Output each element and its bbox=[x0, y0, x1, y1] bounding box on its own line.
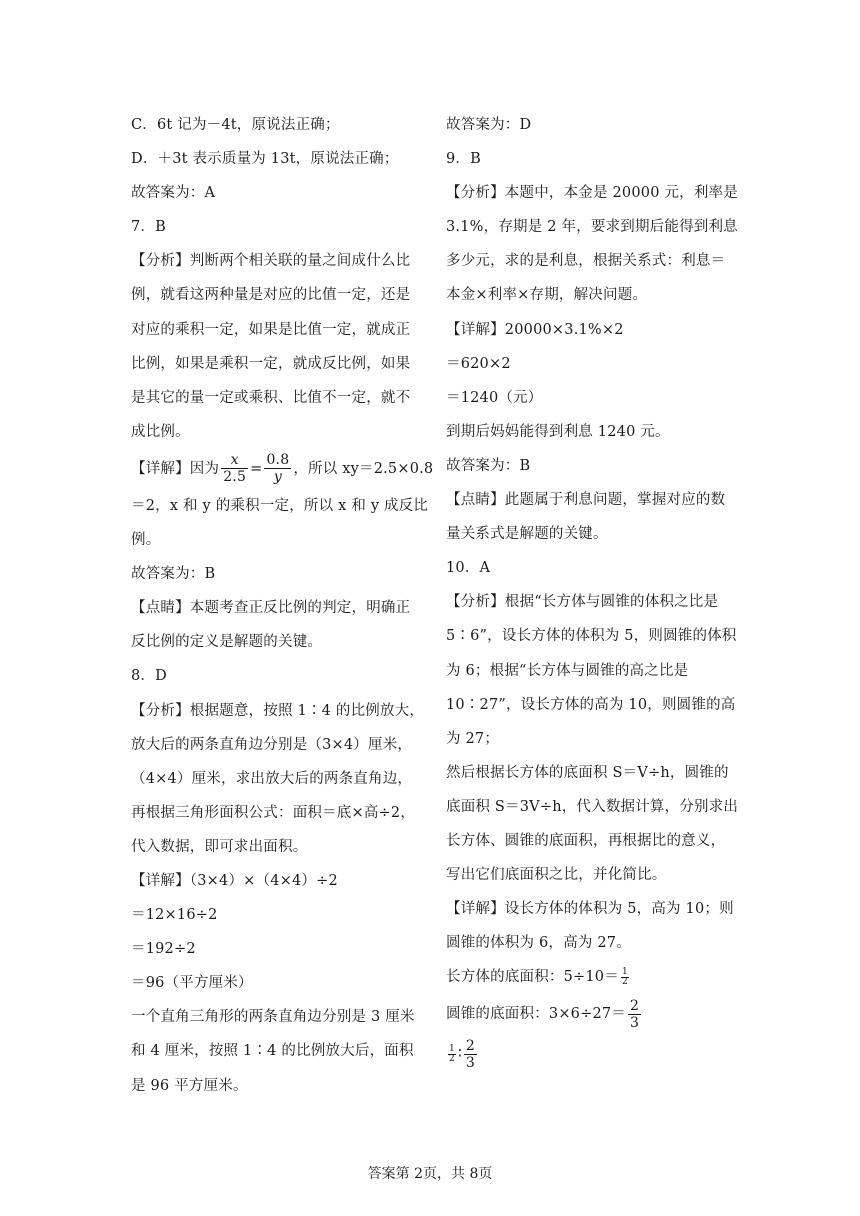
text-line: 【分析】判断两个相关联的量之间成什么比 bbox=[131, 253, 411, 270]
equals-sign: = bbox=[250, 460, 263, 477]
fraction-numerator: 2 bbox=[465, 1037, 476, 1054]
text-line: ＝2，x 和 y 的乘积一定，所以 x 和 y 成反比 bbox=[131, 497, 429, 514]
fraction-denominator: 2.5 bbox=[223, 469, 247, 486]
text-line: 量关系式是解题的关键。 bbox=[446, 526, 608, 543]
text-line: 反比例的定义是解题的关键。 bbox=[131, 634, 323, 651]
fraction-x-over-2-5 bbox=[221, 453, 248, 484]
text-line: D．＋3t 表示质量为 13t，原说法正确； bbox=[131, 151, 399, 168]
text-line: 放大后的两条直角边分别是（3×4）厘米， bbox=[131, 736, 413, 753]
text-line: 【点睛】此题属于利息问题，掌握对应的数 bbox=[446, 492, 726, 509]
text-line: 例，就看这两种量是对应的比值一定，还是 bbox=[131, 287, 411, 304]
text-line: 本金×利率×存期，解决问题。 bbox=[446, 287, 648, 304]
text-line: 【分析】根据题意，按照 1∶4 的比例放大， bbox=[131, 702, 425, 719]
text-line: 【点睛】本题考查正反比例的判定，明确正 bbox=[131, 600, 411, 617]
fraction-denominator: 3 bbox=[630, 1014, 640, 1031]
text-line: 圆锥的体积为 6，高为 27。 bbox=[446, 935, 631, 952]
text-line: 是 96 平方厘米。 bbox=[131, 1077, 248, 1094]
text-line: 【详解】（3×4）×（4×4）÷2 bbox=[131, 872, 338, 889]
page-footer: 答案第 2页，共 8页 bbox=[367, 1166, 493, 1182]
text-line: 为 6；根据“长方体与圆锥的高之比是 bbox=[446, 662, 689, 679]
question-number: 8．D bbox=[131, 668, 167, 685]
text-line: 5∶6”，设长方体的体积为 5，则圆锥的体积 bbox=[446, 628, 737, 645]
text-line: 代入数据，即可求出面积。 bbox=[131, 838, 308, 855]
fraction-denominator: 2 bbox=[621, 976, 628, 987]
text-line: 写出它们底面积之比，并化简比。 bbox=[446, 867, 667, 884]
text-line: 然后根据长方体的底面积 S＝V÷h，圆锥的 bbox=[446, 764, 729, 781]
text-line: 和 4 厘米，按照 1∶4 的比例放大后，面积 bbox=[131, 1043, 414, 1060]
fraction-denominator: y bbox=[273, 469, 282, 486]
text-line: ＝192÷2 bbox=[131, 941, 196, 958]
text-line: 故答案为：B bbox=[131, 566, 216, 583]
text-line: 再根据三角形面积公式：面积＝底×高÷2， bbox=[131, 804, 416, 821]
cuboid-area-prefix: 长方体的底面积：5÷10＝ bbox=[446, 969, 619, 986]
text-line: 多少元，求的是利息，根据关系式：利息＝ bbox=[446, 253, 726, 270]
text-line: 【分析】本题中，本金是 20000 元，利率是 bbox=[446, 185, 738, 202]
text-line: 一个直角三角形的两条直角边分别是 3 厘米 bbox=[131, 1009, 415, 1026]
text-line: （4×4）厘米，求出放大后的两条直角边， bbox=[131, 770, 413, 787]
fraction-numerator: 1 bbox=[449, 1043, 455, 1054]
fraction-numerator: 2 bbox=[630, 997, 640, 1014]
text-line: 底面积 S＝3V÷h，代入数据计算，分别求出 bbox=[446, 798, 739, 815]
text-line: 故答案为：B bbox=[446, 457, 531, 474]
detail-prefix: 【详解】因为 bbox=[131, 460, 220, 477]
text-line: ＝96（平方厘米） bbox=[131, 975, 253, 992]
fraction-one-half bbox=[448, 1045, 456, 1064]
question-number: 9．B bbox=[446, 151, 481, 168]
text-line: ＝1240（元） bbox=[446, 389, 543, 406]
text-line: C．6t 记为－4t，原说法正确； bbox=[131, 117, 340, 133]
question-number: 7．B bbox=[131, 219, 166, 236]
text-line: 故答案为：D bbox=[446, 117, 532, 133]
detail-formula-line bbox=[131, 449, 434, 489]
left-column bbox=[131, 108, 434, 1103]
text-line: 10∶27”，设长方体的高为 10，则圆锥的高 bbox=[446, 696, 736, 713]
text-line: ＝620×2 bbox=[446, 355, 511, 372]
right-column bbox=[446, 108, 739, 1074]
text-line: 是其它的量一定或乘积、比值不一定，就不 bbox=[131, 389, 411, 406]
fraction-two-thirds bbox=[628, 999, 641, 1030]
text-line: 【详解】20000×3.1%×2 bbox=[446, 321, 624, 338]
detail-suffix: ，所以 xy＝2.5×0.8 bbox=[293, 460, 434, 477]
text-line: 成比例。 bbox=[131, 423, 190, 440]
fraction-numerator: 1 bbox=[621, 966, 628, 977]
cone-area-prefix: 圆锥的底面积：3×6÷27＝ bbox=[446, 1006, 626, 1023]
text-line: 【详解】设长方体的体积为 5，高为 10；则 bbox=[446, 901, 734, 918]
cuboid-area-line bbox=[446, 960, 736, 994]
text-line: 长方体、圆锥的底面积，再根据比的意义， bbox=[446, 832, 726, 849]
text-line: 例。 bbox=[131, 532, 161, 549]
text-line: 【分析】根据“长方体与圆锥的体积之比是 bbox=[446, 594, 719, 611]
ratio-line bbox=[446, 1034, 736, 1074]
text-line: 到期后妈妈能得到利息 1240 元。 bbox=[446, 423, 670, 440]
fraction-denominator: 2 bbox=[449, 1053, 455, 1064]
text-line: ＝12×16÷2 bbox=[131, 907, 218, 924]
question-number: 10．A bbox=[446, 560, 491, 577]
text-line: 比例，如果是乘积一定，就成反比例，如果 bbox=[131, 355, 411, 372]
text-line: 为 27； bbox=[446, 730, 500, 747]
fraction-two-thirds bbox=[464, 1039, 477, 1070]
cone-area-line bbox=[446, 994, 736, 1034]
fraction-numerator: x bbox=[221, 453, 248, 469]
text-line: 故答案为：A bbox=[131, 185, 216, 202]
fraction-numerator: 0.8 bbox=[266, 452, 290, 469]
fraction-one-half bbox=[621, 968, 629, 987]
text-line: 对应的乘积一定，如果是比值一定，就成正 bbox=[131, 321, 411, 338]
fraction-0-8-over-y bbox=[264, 453, 291, 484]
text-line: 3.1%，存期是 2 年，要求到期后能得到利息 bbox=[446, 219, 738, 236]
fraction-denominator: 3 bbox=[465, 1054, 476, 1071]
ratio-colon: ∶ bbox=[457, 1046, 462, 1063]
